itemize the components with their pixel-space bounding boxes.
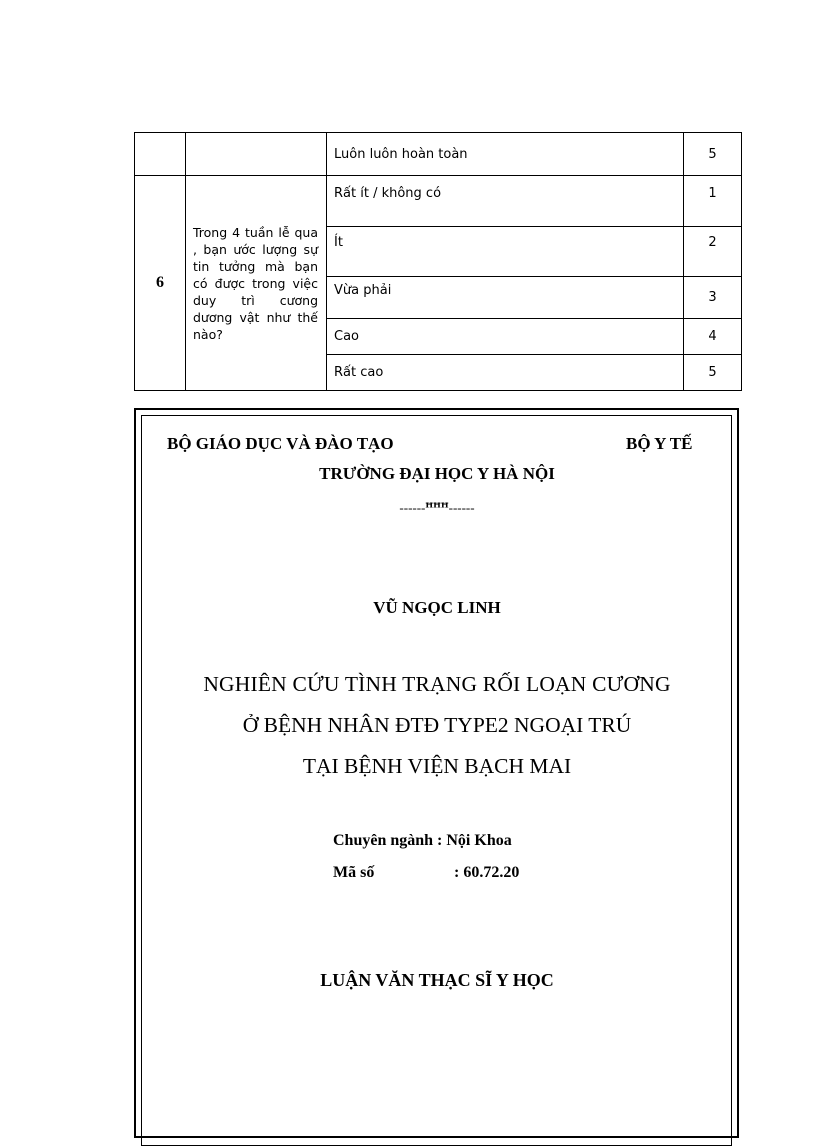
thesis-title-line-2: Ở BỆNH NHÂN ĐTĐ TYPE2 NGOẠI TRÚ	[242, 713, 632, 737]
ministry-health: BỘ Y TẾ	[626, 434, 693, 453]
answer-label: Vừa phải	[327, 277, 684, 319]
answer-score: 5	[684, 133, 742, 176]
thesis-title-line-3: TẠI BỆNH VIỆN BẠCH MAI	[302, 754, 572, 778]
answer-score: 3	[684, 277, 742, 319]
answer-label: Ít	[327, 227, 684, 277]
degree-title: LUẬN VĂN THẠC SĨ Y HỌC	[320, 970, 554, 990]
ornament-dashes-right: ------	[448, 500, 475, 515]
ornament-glyphs: ꟸꟸꟸ	[425, 500, 449, 515]
answer-score: 1	[684, 176, 742, 227]
answer-label: Rất cao	[327, 355, 684, 391]
answer-score: 5	[684, 355, 742, 391]
ministry-education: BỘ GIÁO DỤC VÀ ĐÀO TẠO	[167, 434, 394, 453]
ornament-dashes-left: ------	[399, 500, 426, 515]
ornament-divider	[0, 500, 816, 516]
answer-score: 2	[684, 227, 742, 277]
answer-label: Rất ít / không có	[327, 176, 684, 227]
code-value: : 60.72.20	[454, 864, 520, 881]
question-text: Trong 4 tuần lễ qua , bạn ước lượng sự tin tưởng mà bạn có được trong việc duy trì cương dương vật như thế nào?	[186, 176, 327, 391]
question-number: 6	[135, 176, 186, 391]
specialty: Chuyên ngành : Nội Khoa	[333, 832, 512, 849]
answer-score: 4	[684, 319, 742, 355]
answer-label: Luôn luôn hoàn toàn	[327, 133, 684, 176]
code-label: Mã số	[333, 864, 375, 881]
author-name: VŨ NGỌC LINH	[373, 598, 501, 617]
thesis-title-line-1: NGHIÊN CỨU TÌNH TRẠNG RỐI LOẠN CƯƠNG	[203, 672, 671, 696]
answer-label: Cao	[327, 319, 684, 355]
university-name: TRƯỜNG ĐẠI HỌC Y HÀ NỘI	[319, 464, 555, 483]
